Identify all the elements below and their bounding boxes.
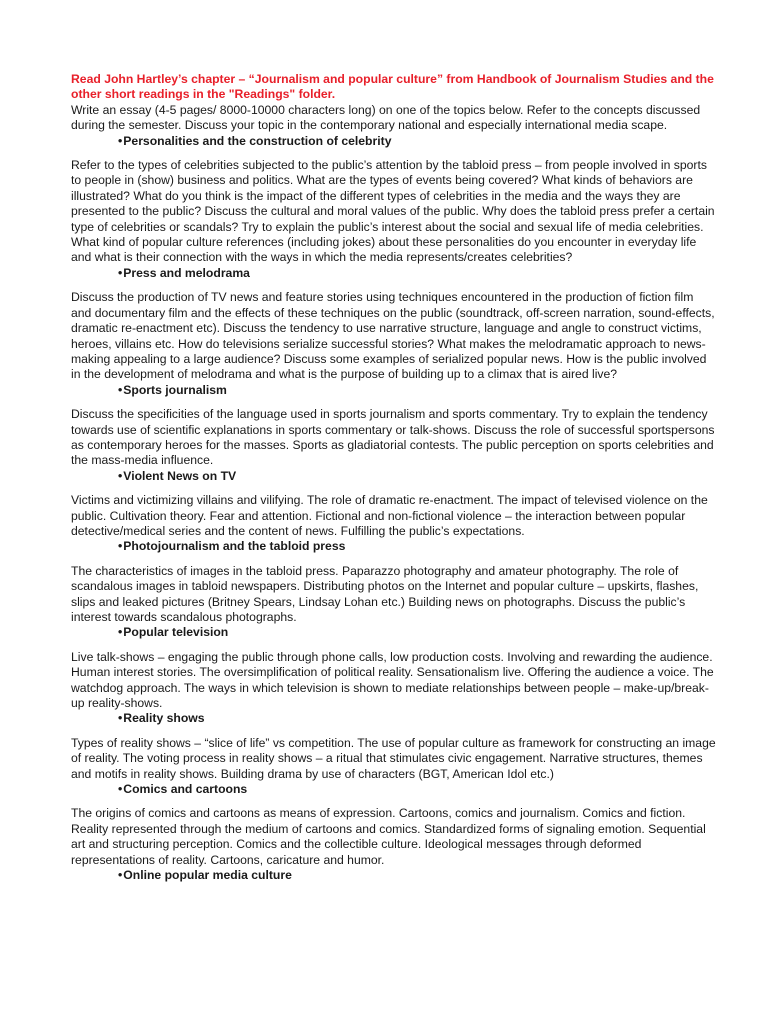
topic-description: Live talk-shows – engaging the public through phone calls, low production costs. Involving and rewarding the audience. Human interest stories. The oversimplification of political reality. Sensationalism live. Offering the audience a voice. The watchdog approach. The ways in which television is shown to mediate relationships between people – make-up/break-up reality-shows. (71, 649, 714, 711)
topic-title-text: Sports journalism (123, 382, 227, 397)
topic-section (71, 868, 716, 883)
topic-section (71, 782, 716, 868)
topic-description: Discuss the specificities of the language used in sports journalism and sports commentary. Try to explain the tendency towards use of scientific explanations in sports commentary or talk-shows. Discuss the role of successful sportspersons as contemporary heroes for the masses. Sports as gladiatorial contests. The public perception on sports celebrities and the mass-media influence. (71, 407, 715, 468)
topic-description: Refer to the types of celebrities subjected to the public’s attention by the tabloid press – from people involved in sports to people in (show) business and politics. What are the types of events being covered? What kinds of behaviors are illustrated? What do you think is the impact of the different types of celebrities in the media and the ways they are presented to the public? Discuss the cultural and moral values of the public. Why does the tabloid press prefer a certain type of celebrities or scandals? Try to explain the public’s interest about the social and sexual life of media celebrities. What kind of popular culture references (including jokes) about these personalities do you encounter in everyday life and what is their connection with the ways in which the media represents/creates celebrities? (71, 158, 715, 265)
topic-title (118, 625, 716, 640)
topic-description: Types of reality shows – “slice of life” vs competition. The use of popular culture as framework for constructing an image of reality. The voting process in reality shows – a ritual that stimulates civic engagement. Narrative structures, themes and motifs in reality shows. Building drama by use of characters (BGT, American Idol etc.) (71, 735, 716, 781)
topic-description: Victims and victimizing villains and vilifying. The role of dramatic re-enactment. The impact of televised violence on the public. Cultivation theory. Fear and attention. Fictional and non-fictional violence – the interaction between popular detective/medical series and the content of news. Fulfilling the public’s expectations. (71, 493, 708, 538)
topic-title (118, 383, 716, 398)
topic-section (71, 266, 716, 383)
topic-section (71, 539, 716, 625)
topic-title-text: Press and melodrama (123, 265, 250, 280)
topic-description: Discuss the production of TV news and feature stories using techniques encountered in the production of fiction film and documentary film and the effects of these techniques on the public (soundtrack, off-screen narration, sound-effects, dramatic re-enactment etc). Discuss the tendency to use narrative structure, language and angle to construct victims, heroes, villains etc. How do televisions serialize successful stories? What makes the melodramatic approach to news-making appealing to a large audience? Discuss some examples of serialized popular news. How is the public involved in the development of melodrama and what is the purpose of building up to a climax that is aired live? (71, 290, 715, 382)
topic-title-text: Violent News on TV (123, 468, 237, 483)
bullet-icon: • (118, 382, 123, 397)
bullet-icon: • (118, 625, 123, 640)
topic-list (71, 134, 716, 884)
bullet-icon: • (118, 782, 123, 797)
bullet-icon: • (118, 539, 123, 554)
topic-title-text: Photojournalism and the tabloid press (123, 539, 346, 554)
topic-title (118, 134, 716, 149)
topic-title (118, 266, 716, 281)
topic-description: The origins of comics and cartoons as means of expression. Cartoons, comics and journalism. Comics and fiction. Reality represented through the medium of cartoons and comics. Standardized forms of signaling emotion. Sequential art and structuring perception. Comics and the collectible culture. Ideological messages through deformed representations of reality. Cartoons, caricature and humor. (71, 806, 706, 867)
bullet-icon: • (118, 468, 123, 483)
topic-title (118, 539, 716, 554)
topic-section (71, 383, 716, 469)
topic-title (118, 868, 716, 883)
topic-title-text: Popular television (123, 625, 229, 640)
bullet-icon: • (118, 133, 123, 148)
topic-section (71, 469, 716, 540)
topic-title-text: Comics and cartoons (123, 782, 248, 797)
topic-title (118, 469, 716, 484)
bullet-icon: • (118, 711, 123, 726)
topic-title-text: Online popular media culture (123, 868, 292, 883)
reading-instruction-heading: Read John Hartley’s chapter – “Journalism and popular culture” from Handbook of Journalism Studies and the other short readings in the "Readings" folder. (71, 72, 714, 102)
essay-instructions: Write an essay (4-5 pages/ 8000-10000 characters long) on one of the topics below. Refer to the concepts discussed during the semester. Discuss your topic in the contemporary national and especially international media scape. (71, 102, 701, 133)
topic-section (71, 711, 716, 782)
topic-title-text: Personalities and the construction of celebrity (123, 133, 392, 148)
topic-title (118, 782, 716, 797)
bullet-icon: • (118, 868, 123, 883)
topic-title (118, 711, 716, 726)
topic-section (71, 134, 716, 266)
topic-description: The characteristics of images in the tabloid press. Paparazzo photography and amateur photography. The role of scandalous images in tabloid newspapers. Distributing photos on the Internet and popular culture – upskirts, flashes, slips and leaked pictures (Britney Spears, Lindsay Lohan etc.) Building news on photographs. Discuss the public’s interest towards scandalous photographs. (71, 563, 699, 624)
topic-section (71, 625, 716, 711)
topic-title-text: Reality shows (123, 711, 205, 726)
bullet-icon: • (118, 265, 123, 280)
